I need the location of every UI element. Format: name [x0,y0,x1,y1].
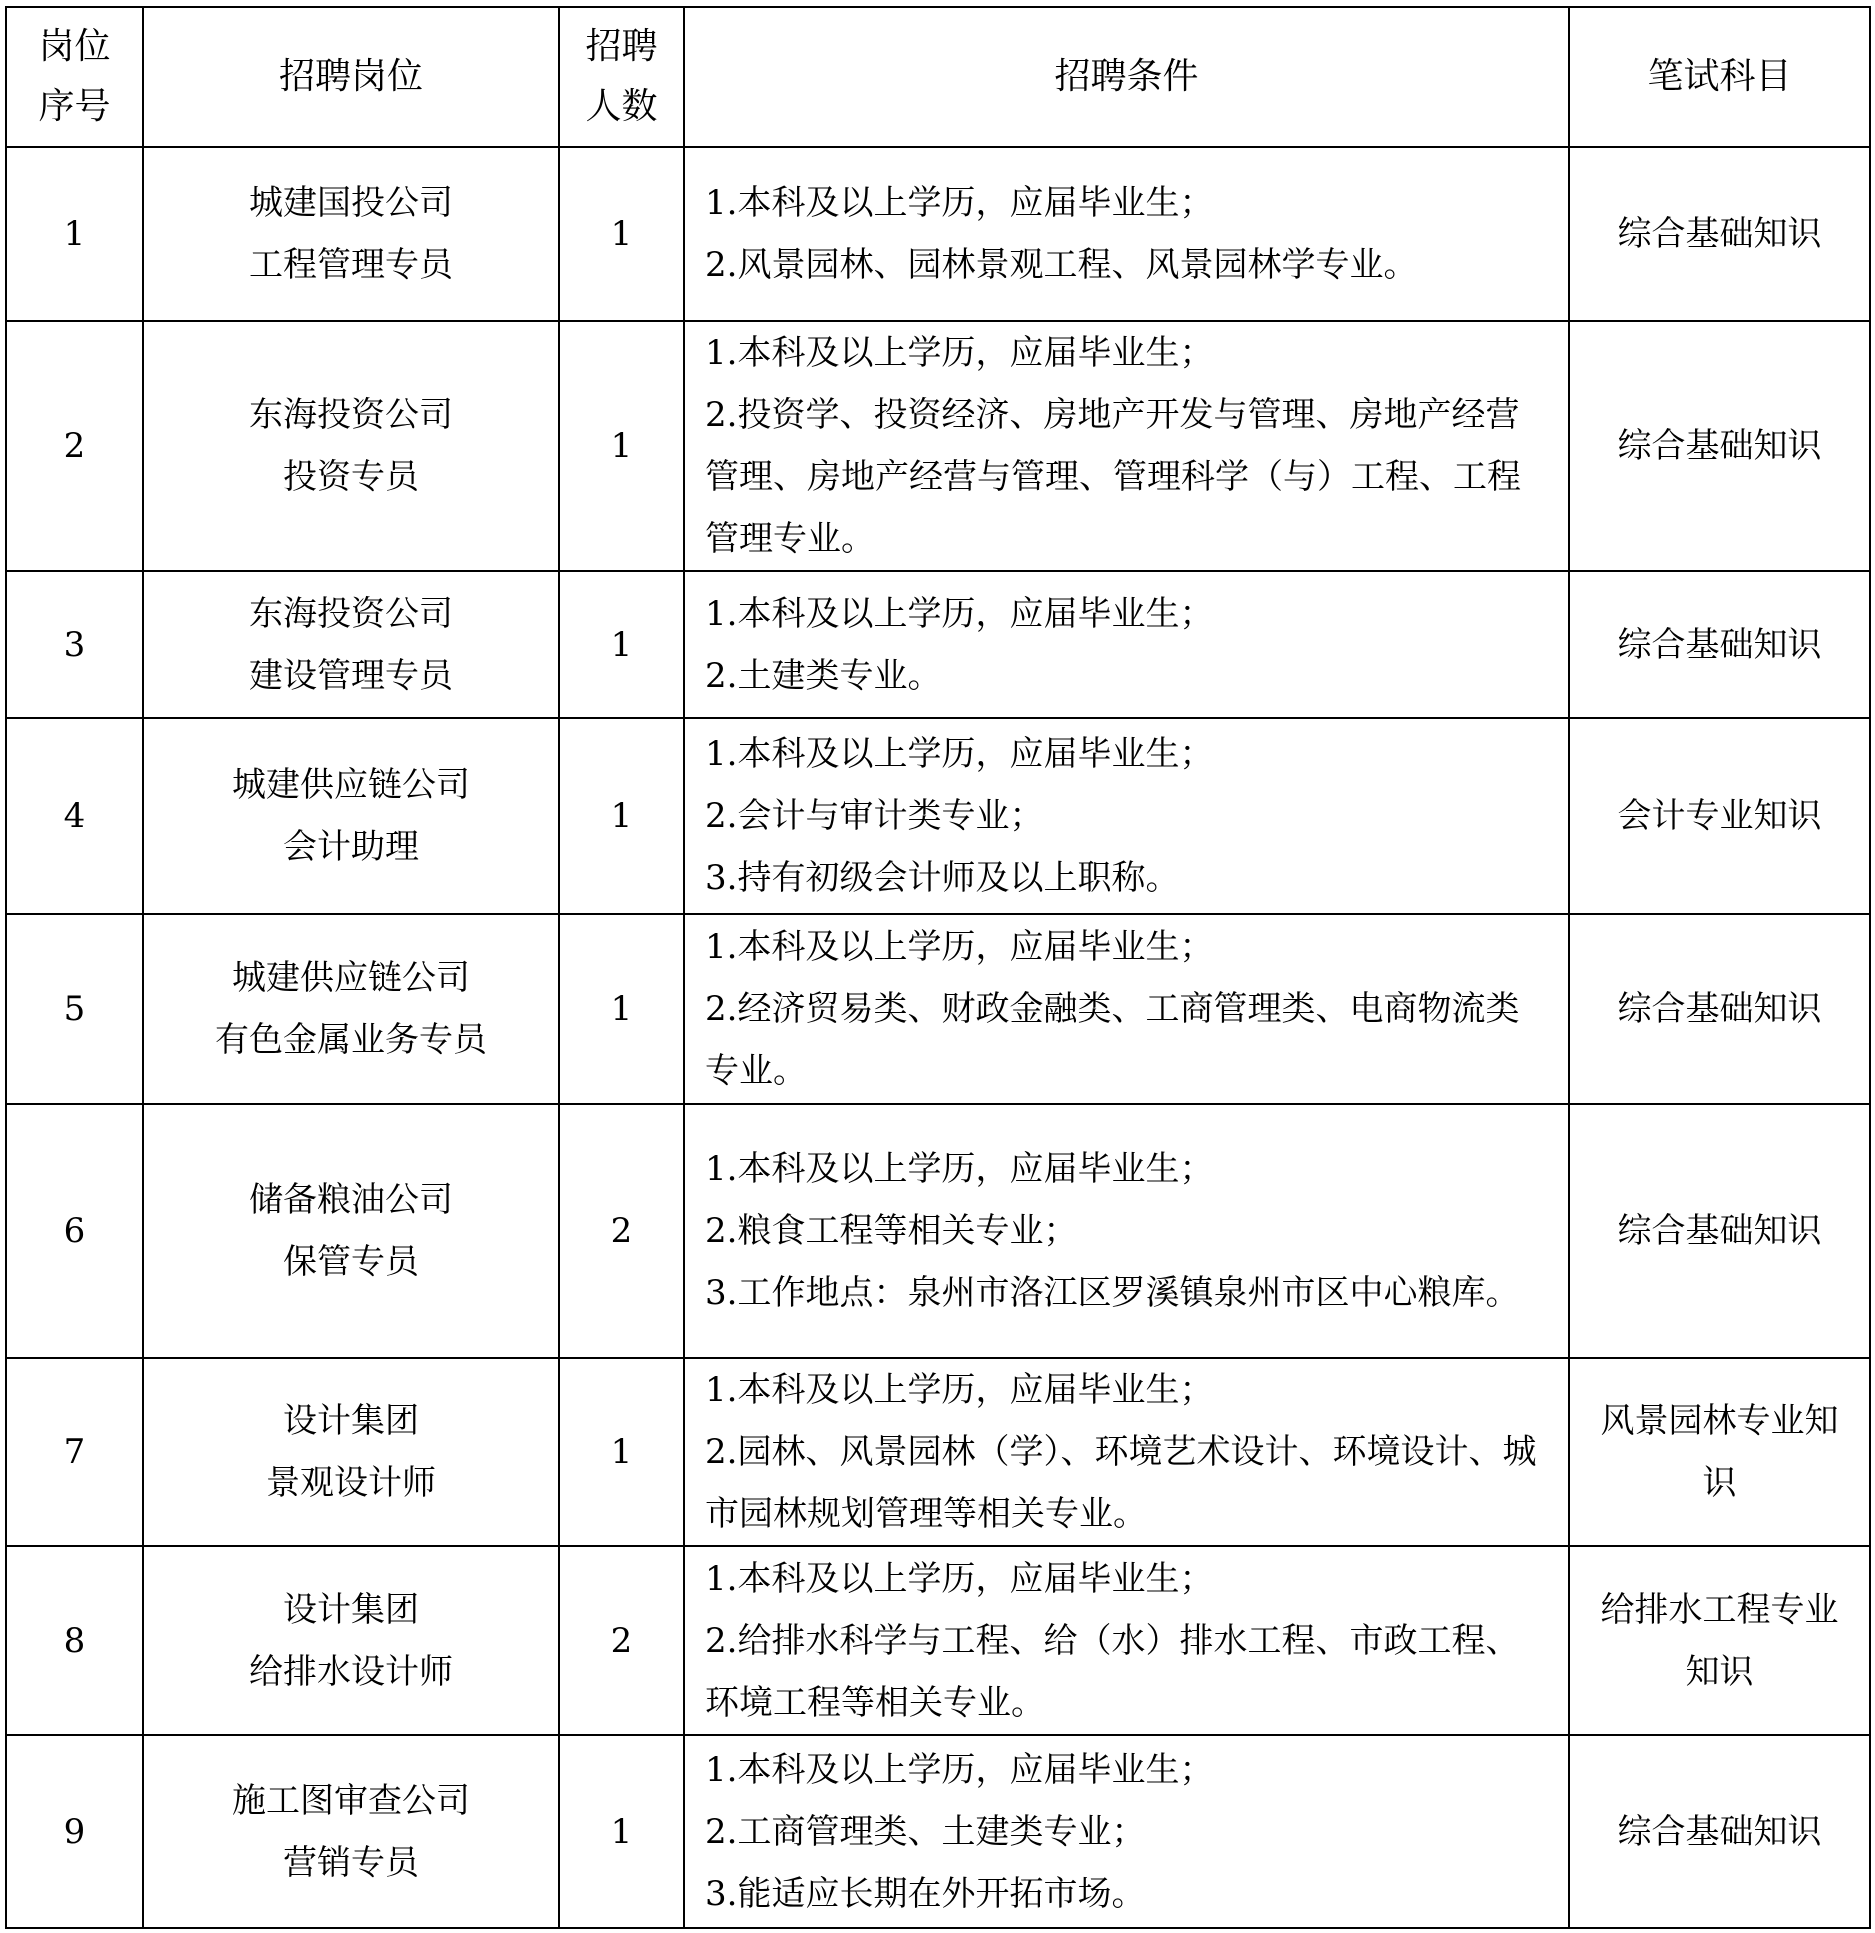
cell-conditions [684,914,1569,1104]
cell-exam: 风景园林专业知识 [1569,1358,1870,1546]
condition-item: 1.本科及以上学历，应届毕业生； [705,1370,1214,1410]
condition-item: 2.园林、风景园林（学）、环境艺术设计、环境设计、城市园林规划管理等相关专业。 [705,1432,1537,1534]
condition-item: 1.本科及以上学历，应届毕业生； [705,593,1214,634]
header-conditions: 招聘条件 [684,7,1569,147]
table-row [6,1735,1870,1928]
cell-count: 1 [559,321,684,571]
condition-item: 2.会计与审计类专业； [705,796,1044,836]
cell-exam: 综合基础知识 [1569,914,1870,1104]
cell-conditions [684,718,1569,914]
condition-item: 2.投资学、投资经济、房地产开发与管理、房地产经营管理、房地产经营与管理、管理科学（与）工程、工程管理专业。 [705,395,1521,559]
cell-position [143,571,559,718]
cell-conditions [684,1104,1569,1358]
cell-conditions [684,571,1569,718]
condition-item: 1.本科及以上学历，应届毕业生； [705,927,1214,967]
cell-exam: 综合基础知识 [1569,571,1870,718]
cell-seq: 4 [6,718,143,914]
cell-count: 1 [559,1735,684,1928]
cell-exam: 综合基础知识 [1569,1104,1870,1358]
cell-conditions [684,1735,1569,1928]
condition-item: 1.本科及以上学历，应届毕业生； [705,333,1214,373]
header-seq-line-1: 岗位 [38,26,111,67]
condition-item: 2.工商管理类、土建类专业； [705,1811,1146,1852]
position-title: 会计助理 [283,827,419,867]
position-company: 设计集团 [283,1589,419,1630]
table-row [6,571,1870,718]
condition-item: 3.工作地点：泉州市洛江区罗溪镇泉州市区中心粮库。 [705,1273,1520,1313]
cell-conditions [684,1546,1569,1735]
position-title: 给排水设计师 [249,1651,453,1692]
position-title: 保管专员 [283,1242,419,1282]
cell-count: 1 [559,571,684,718]
position-title: 投资专员 [283,457,419,497]
position-title: 营销专员 [283,1842,419,1883]
table-row [6,1546,1870,1735]
header-position: 招聘岗位 [143,7,559,147]
position-company: 施工图审查公司 [232,1780,470,1821]
cell-position [143,1546,559,1735]
cell-count: 1 [559,1358,684,1546]
position-title: 工程管理专员 [249,245,453,285]
cell-conditions [684,147,1569,321]
cell-conditions [684,1358,1569,1546]
cell-position [143,1104,559,1358]
cell-count: 1 [559,718,684,914]
header-count [559,7,684,147]
header-seq [6,7,143,147]
cell-exam: 综合基础知识 [1569,147,1870,321]
cell-seq: 7 [6,1358,143,1546]
condition-item: 1.本科及以上学历，应届毕业生； [705,1149,1214,1189]
cell-seq: 5 [6,914,143,1104]
cell-count: 1 [559,147,684,321]
condition-item: 2.经济贸易类、财政金融类、工商管理类、电商物流类专业。 [705,989,1520,1091]
table-row [6,321,1870,571]
cell-seq: 3 [6,571,143,718]
header-row [6,7,1870,147]
position-company: 储备粮油公司 [249,1180,453,1220]
cell-position [143,718,559,914]
cell-conditions [684,321,1569,571]
table-row [6,718,1870,914]
position-title: 建设管理专员 [249,655,453,696]
recruitment-table [5,6,1871,1929]
position-company: 城建国投公司 [249,183,453,223]
header-seq-line-2: 序号 [38,86,111,127]
condition-item: 2.粮食工程等相关专业； [705,1211,1078,1251]
position-title: 景观设计师 [266,1463,436,1503]
position-company: 城建供应链公司 [232,765,470,805]
cell-position [143,914,559,1104]
table-row [6,1358,1870,1546]
condition-item: 2.风景园林、园林景观工程、风景园林学专业。 [705,245,1418,285]
condition-item: 1.本科及以上学历，应届毕业生； [705,1749,1214,1790]
cell-exam: 给排水工程专业知识 [1569,1546,1870,1735]
cell-count: 2 [559,1546,684,1735]
position-title: 有色金属业务专员 [215,1020,487,1060]
header-count-line-2: 人数 [585,86,658,127]
table-row [6,1104,1870,1358]
condition-item: 3.能适应长期在外开拓市场。 [705,1873,1146,1914]
cell-seq: 8 [6,1546,143,1735]
condition-item: 2.土建类专业。 [705,655,942,696]
position-company: 城建供应链公司 [232,958,470,998]
cell-count: 2 [559,1104,684,1358]
cell-seq: 1 [6,147,143,321]
header-count-line-1: 招聘 [585,26,658,67]
cell-seq: 6 [6,1104,143,1358]
cell-seq: 9 [6,1735,143,1928]
header-exam: 笔试科目 [1569,7,1870,147]
table-row [6,914,1870,1104]
position-company: 东海投资公司 [249,395,453,435]
condition-item: 3.持有初级会计师及以上职称。 [705,858,1180,898]
cell-position [143,147,559,321]
position-company: 设计集团 [283,1401,419,1441]
cell-position [143,1358,559,1546]
condition-item: 1.本科及以上学历，应届毕业生； [705,734,1214,774]
cell-exam: 综合基础知识 [1569,321,1870,571]
position-company: 东海投资公司 [249,593,453,634]
cell-count: 1 [559,914,684,1104]
cell-seq: 2 [6,321,143,571]
cell-position [143,1735,559,1928]
cell-exam: 综合基础知识 [1569,1735,1870,1928]
condition-item: 1.本科及以上学历，应届毕业生； [705,1558,1214,1599]
table-row [6,147,1870,321]
cell-position [143,321,559,571]
condition-item: 1.本科及以上学历，应届毕业生； [705,183,1214,223]
condition-item: 2.给排水科学与工程、给（水）排水工程、市政工程、环境工程等相关专业。 [705,1620,1520,1723]
cell-exam: 会计专业知识 [1569,718,1870,914]
